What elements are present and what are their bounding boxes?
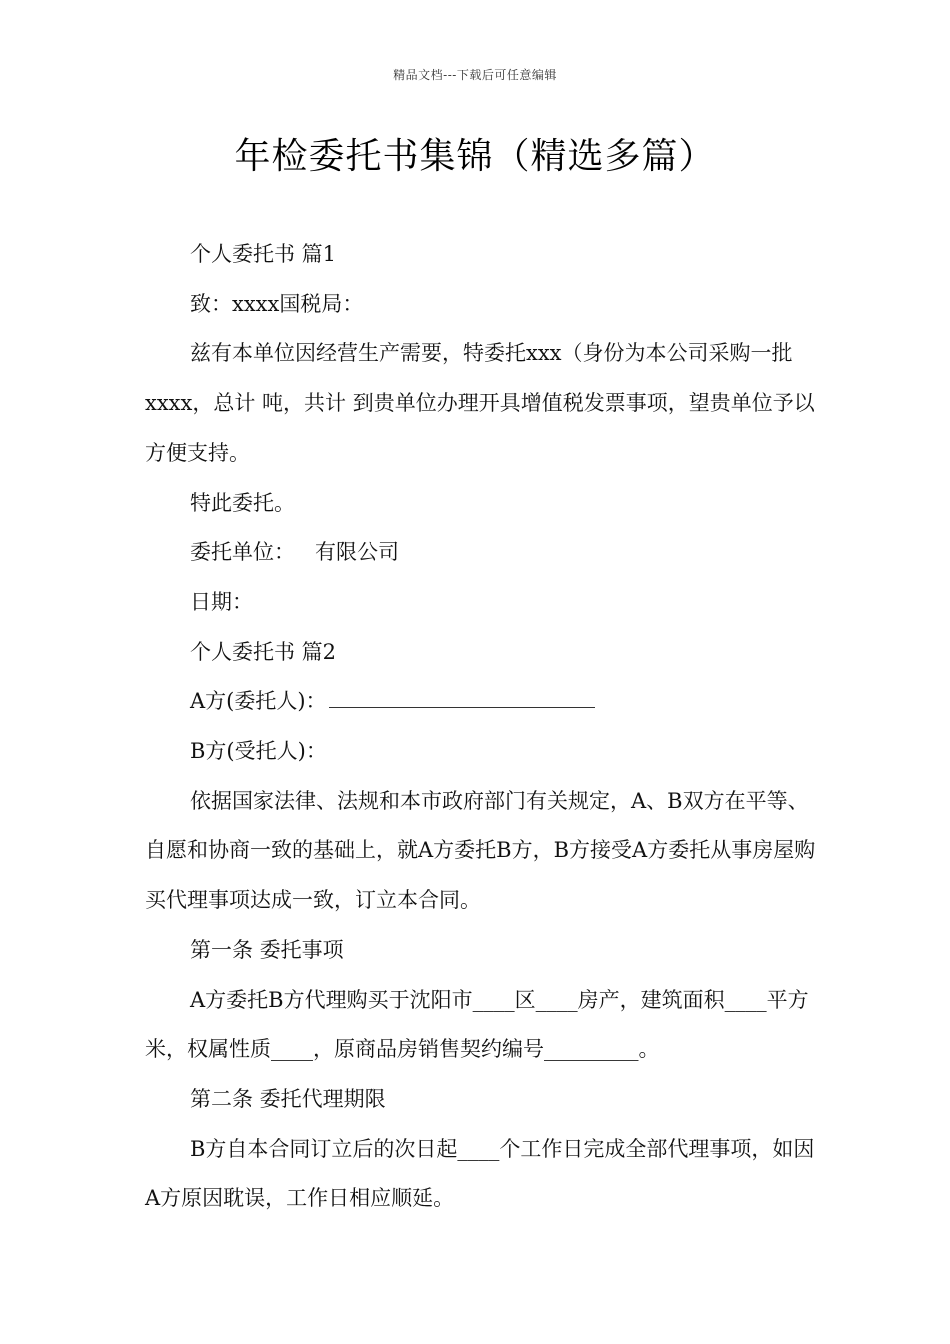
section2-party-a-line <box>145 677 825 727</box>
document-body <box>145 230 825 1224</box>
section1-addressee: 致：xxxx国税局： <box>190 291 364 316</box>
header-note: 精品文档---下载后可任意编辑 <box>393 68 557 82</box>
section2-intro: 依据国家法律、法规和本市政府部门有关规定，A、B双方在平等、自愿和协商一致的基础上，就A方委托B方，B方接受A方委托从事房屋购买代理事项达成一致，订立本合同。 <box>145 788 816 913</box>
section2-party-a: A方(委托人)： <box>190 689 327 714</box>
article2-body: B方自本合同订立后的次日起____个工作日完成全部代理事项，如因A方原因耽误，工作日相应顺延。 <box>145 1136 815 1211</box>
section1-paragraph: 兹有本单位因经营生产需要，特委托xxx（身份为本公司采购一批xxxx，总计 吨，共计 到贵单位办理开具增值税发票事项，望贵单位予以方便支持。 <box>145 341 815 465</box>
section1-heading: 个人委托书 篇1 <box>190 242 337 266</box>
party-a-blank-line <box>329 691 595 708</box>
section2-heading: 个人委托书 篇2 <box>190 639 337 664</box>
section1-closing: 特此委托。 <box>190 490 295 515</box>
article1-body: A方委托B方代理购买于沈阳市____区____房产，建筑面积____平方米，权属性质____，原商品房销售契约编号_________。 <box>145 987 809 1062</box>
section2-party-b: B方(受托人)： <box>190 739 327 764</box>
article1-title: 第一条 委托事项 <box>190 937 344 962</box>
section1-unit: 委托单位： 有限公司 <box>190 540 400 565</box>
page-title: 年检委托书集锦（精选多篇） <box>234 136 716 177</box>
article2-title: 第二条 委托代理期限 <box>190 1086 386 1111</box>
section1-date: 日期： <box>190 589 253 614</box>
